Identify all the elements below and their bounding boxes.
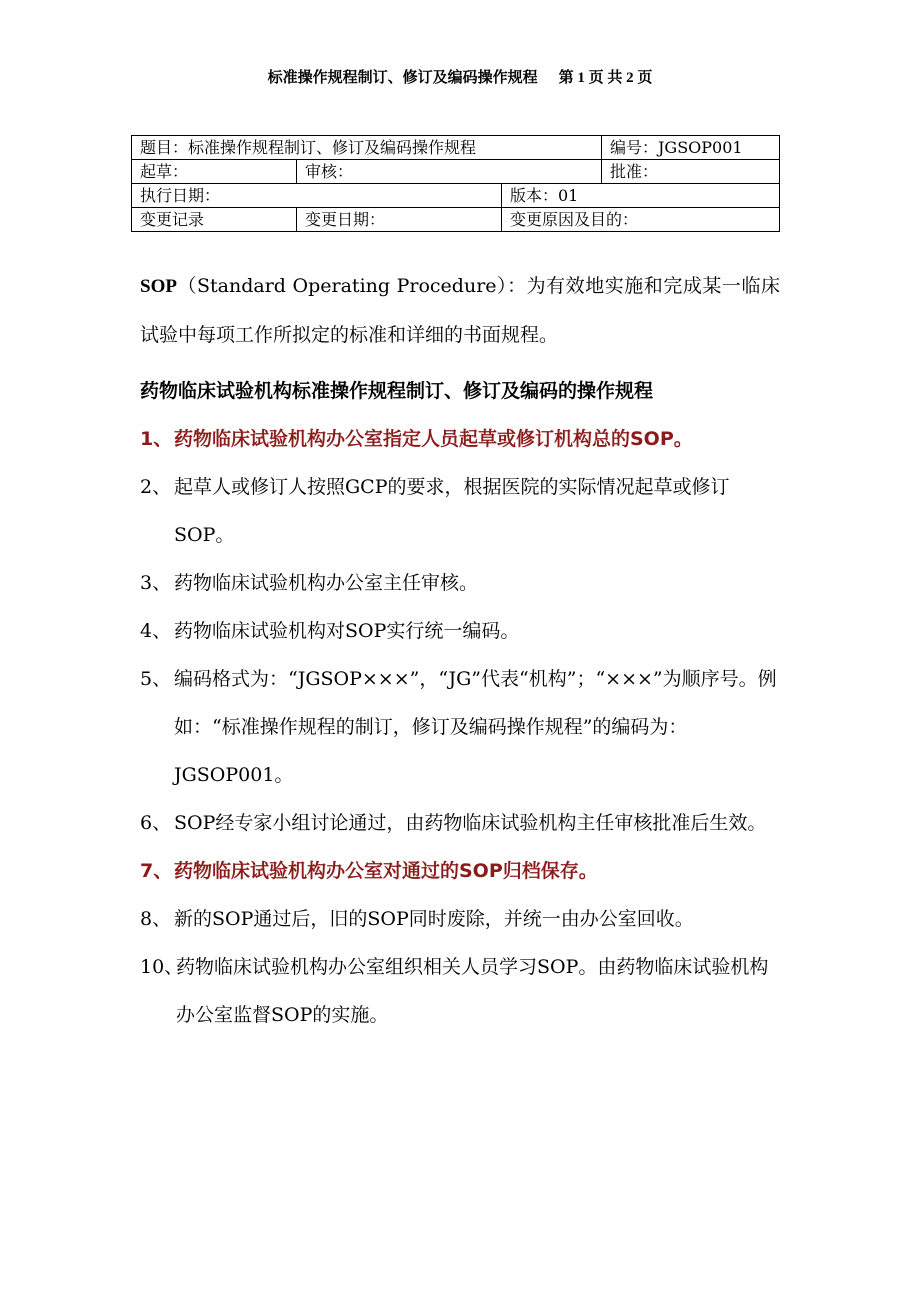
change-reason-cell: 变更原因及目的： <box>502 208 780 232</box>
review-cell: 审核： <box>297 160 602 184</box>
section-title: 药物临床试验机构标准操作规程制订、修订及编码的操作规程 <box>140 380 654 402</box>
document-body <box>140 262 780 1039</box>
code-cell: 编号：JGSOP001 <box>602 136 780 160</box>
draft-cell: 起草： <box>132 160 297 184</box>
item-number: 2、 <box>140 476 172 498</box>
item-text: 药物临床试验机构办公室指定人员起草或修订机构总的SOP。 <box>174 428 693 450</box>
list-item <box>140 847 780 895</box>
item-text: SOP经专家小组讨论通过，由药物临床试验机构主任审核批准后生效。 <box>174 812 767 834</box>
item-number: 3、 <box>140 572 172 594</box>
list-item <box>140 463 780 559</box>
item-text: 药物临床试验机构办公室主任审核。 <box>174 572 479 594</box>
item-number: 6、 <box>140 812 172 834</box>
change-record-cell: 变更记录 <box>132 208 297 232</box>
page-header <box>0 66 920 87</box>
list-item <box>140 799 780 847</box>
item-text: 药物临床试验机构对SOP实行统一编码。 <box>174 620 520 642</box>
sop-meta-table <box>131 135 780 232</box>
item-number: 7、 <box>140 860 173 882</box>
item-text: 药物临床试验机构办公室对通过的SOP归档保存。 <box>174 860 598 882</box>
list-item <box>140 559 780 607</box>
list-item <box>140 415 780 463</box>
table-row <box>132 184 780 208</box>
table-row <box>132 136 780 160</box>
list-item <box>140 895 780 943</box>
item-number: 10、 <box>140 956 184 978</box>
version-cell: 版本：01 <box>502 184 780 208</box>
item-text: 编码格式为：“JGSOP×××”，“JG”代表“机构”；“×××”为顺序号。例如：“标准操作规程的制订，修订及编码操作规程”的编码为：JGSOP001。 <box>174 668 777 786</box>
item-text: 新的SOP通过后，旧的SOP同时废除，并统一由办公室回收。 <box>174 908 694 930</box>
header-title: 标准操作规程制订、修订及编码操作规程 <box>267 68 538 86</box>
list-item <box>140 655 780 799</box>
title-cell: 题目：标准操作规程制订、修订及编码操作规程 <box>132 136 602 160</box>
change-date-cell: 变更日期： <box>297 208 502 232</box>
item-number: 1、 <box>140 428 173 450</box>
item-number: 4、 <box>140 620 172 642</box>
exec-date-cell: 执行日期： <box>132 184 502 208</box>
sop-definition <box>140 262 780 359</box>
list-item <box>140 607 780 655</box>
item-number: 5、 <box>140 668 172 690</box>
sop-term: SOP <box>140 276 177 297</box>
approve-cell: 批准： <box>602 160 780 184</box>
item-text: 起草人或修订人按照GCP的要求，根据医院的实际情况起草或修订SOP。 <box>174 476 730 546</box>
sop-definition-text: （Standard Operating Procedure）：为有效地实施和完成某一临床试验中每项工作所拟定的标准和详细的书面规程。 <box>140 275 780 346</box>
table-row <box>132 208 780 232</box>
item-text: 药物临床试验机构办公室组织相关人员学习SOP。由药物临床试验机构办公室监督SOP的实施。 <box>176 956 769 1026</box>
item-number: 8、 <box>140 908 172 930</box>
table-row <box>132 160 780 184</box>
header-page-label: 第 1 页 共 2 页 <box>558 70 653 86</box>
list-item <box>140 943 780 1039</box>
